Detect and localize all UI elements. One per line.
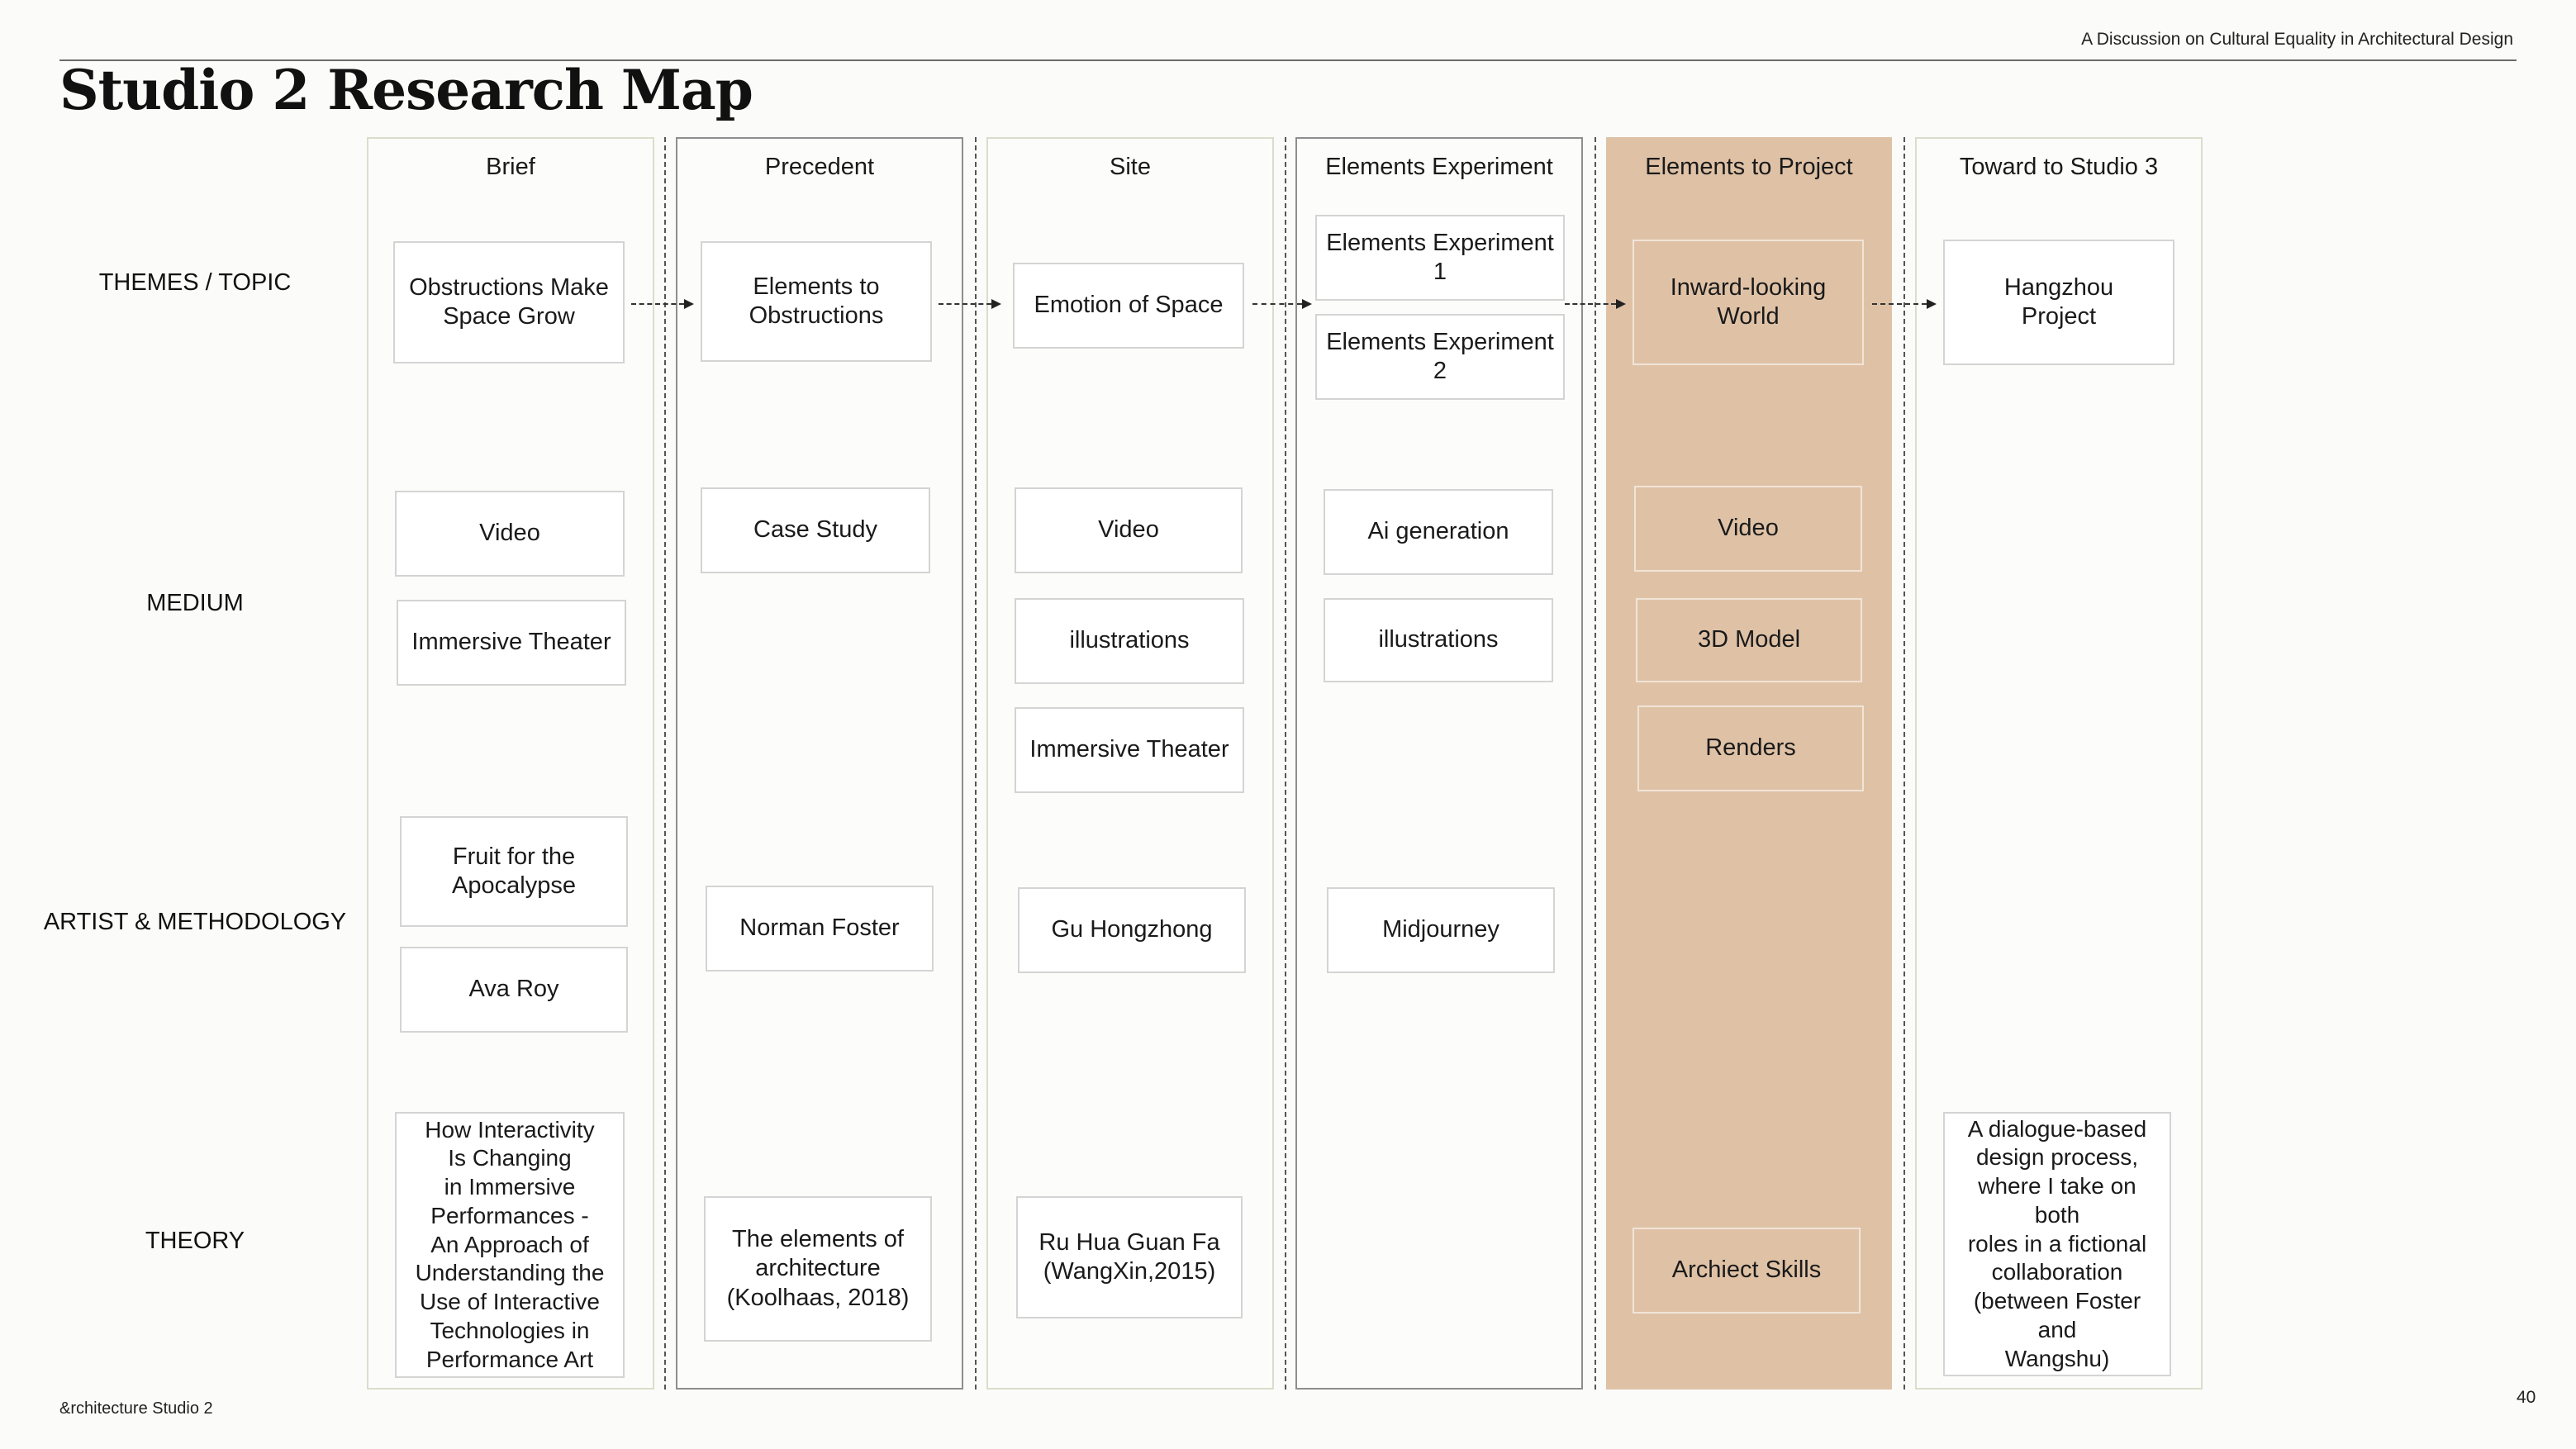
flow-arrow [1872, 299, 1937, 309]
column-separator [1903, 137, 1905, 1390]
flow-arrow [1565, 299, 1626, 309]
node-experiment-2: Elements Experiment 2 [1315, 314, 1565, 400]
node-precedent-theme: Elements to Obstructions [701, 241, 932, 362]
node-brief-medium-immersive: Immersive Theater [397, 600, 626, 686]
column-title-toward-studio-3: Toward to Studio 3 [1959, 154, 2159, 180]
node-brief-theme: Obstructions Make Space Grow [393, 241, 625, 363]
node-site-medium-video: Video [1015, 487, 1243, 573]
node-experiment-medium-illustrations: illustrations [1324, 598, 1553, 682]
page-number: 40 [2517, 1388, 2536, 1407]
column-separator [975, 137, 977, 1390]
row-label-theory: THEORY [145, 1228, 245, 1254]
row-label-themes: THEMES / TOPIC [98, 269, 292, 296]
column-title-elements-to-project: Elements to Project [1645, 154, 1853, 180]
node-site-medium-immersive: Immersive Theater [1015, 707, 1244, 793]
node-precedent-artist: Norman Foster [706, 886, 934, 972]
node-site-medium-illustrations: illustrations [1015, 598, 1244, 684]
node-site-artist: Gu Hongzhong [1018, 887, 1246, 973]
node-precedent-theory: The elements of architecture (Koolhaas, 2018) [704, 1196, 932, 1342]
node-project-theme: Inward-looking World [1633, 240, 1864, 365]
node-project-medium-video: Video [1634, 486, 1862, 572]
column-separator [1285, 137, 1286, 1390]
node-project-medium-3d: 3D Model [1636, 598, 1862, 682]
node-brief-medium-video: Video [395, 491, 625, 577]
node-project-theory: Archiect Skills [1633, 1228, 1861, 1314]
node-experiment-artist: Midjourney [1327, 887, 1555, 973]
column-title-brief: Brief [486, 154, 535, 180]
column-title-elements-experiment: Elements Experiment [1325, 154, 1553, 180]
node-site-theory: Ru Hua Guan Fa (WangXin,2015) [1016, 1196, 1243, 1318]
node-experiment-medium-ai: Ai generation [1324, 489, 1553, 575]
column-separator [664, 137, 666, 1390]
page-title: Studio 2 Research Map [59, 58, 753, 122]
footer-studio-label: &rchitecture Studio 2 [59, 1399, 213, 1418]
column-separator [1595, 137, 1596, 1390]
row-label-medium: MEDIUM [146, 590, 244, 616]
node-studio3-theme: Hangzhou Project [1943, 240, 2174, 365]
document-subtitle: A Discussion on Cultural Equality in Architectural Design [2081, 30, 2513, 49]
node-brief-theory: How Interactivity Is Changing in Immersive Performances - An Approach of Understanding the Use of Interactive Technologies in Performance Art [395, 1112, 625, 1378]
node-site-theme: Emotion of Space [1013, 263, 1244, 349]
column-title-precedent: Precedent [764, 154, 875, 180]
flow-arrow [631, 299, 694, 309]
flow-arrow [1252, 299, 1312, 309]
node-experiment-1: Elements Experiment 1 [1315, 215, 1565, 301]
node-precedent-medium: Case Study [701, 487, 930, 573]
node-brief-artist-fruit: Fruit for the Apocalypse [400, 816, 628, 927]
node-brief-artist-ava: Ava Roy [400, 947, 628, 1033]
flow-arrow [939, 299, 1001, 309]
column-title-site: Site [1110, 154, 1151, 180]
row-label-artist-methodology: ARTIST & METHODOLOGY [43, 909, 347, 935]
node-project-medium-renders: Renders [1637, 705, 1864, 791]
node-studio3-theory: A dialogue-based design process, where I take on both roles in a fictional collaboration (between Foster and Wangshu) [1943, 1112, 2171, 1376]
